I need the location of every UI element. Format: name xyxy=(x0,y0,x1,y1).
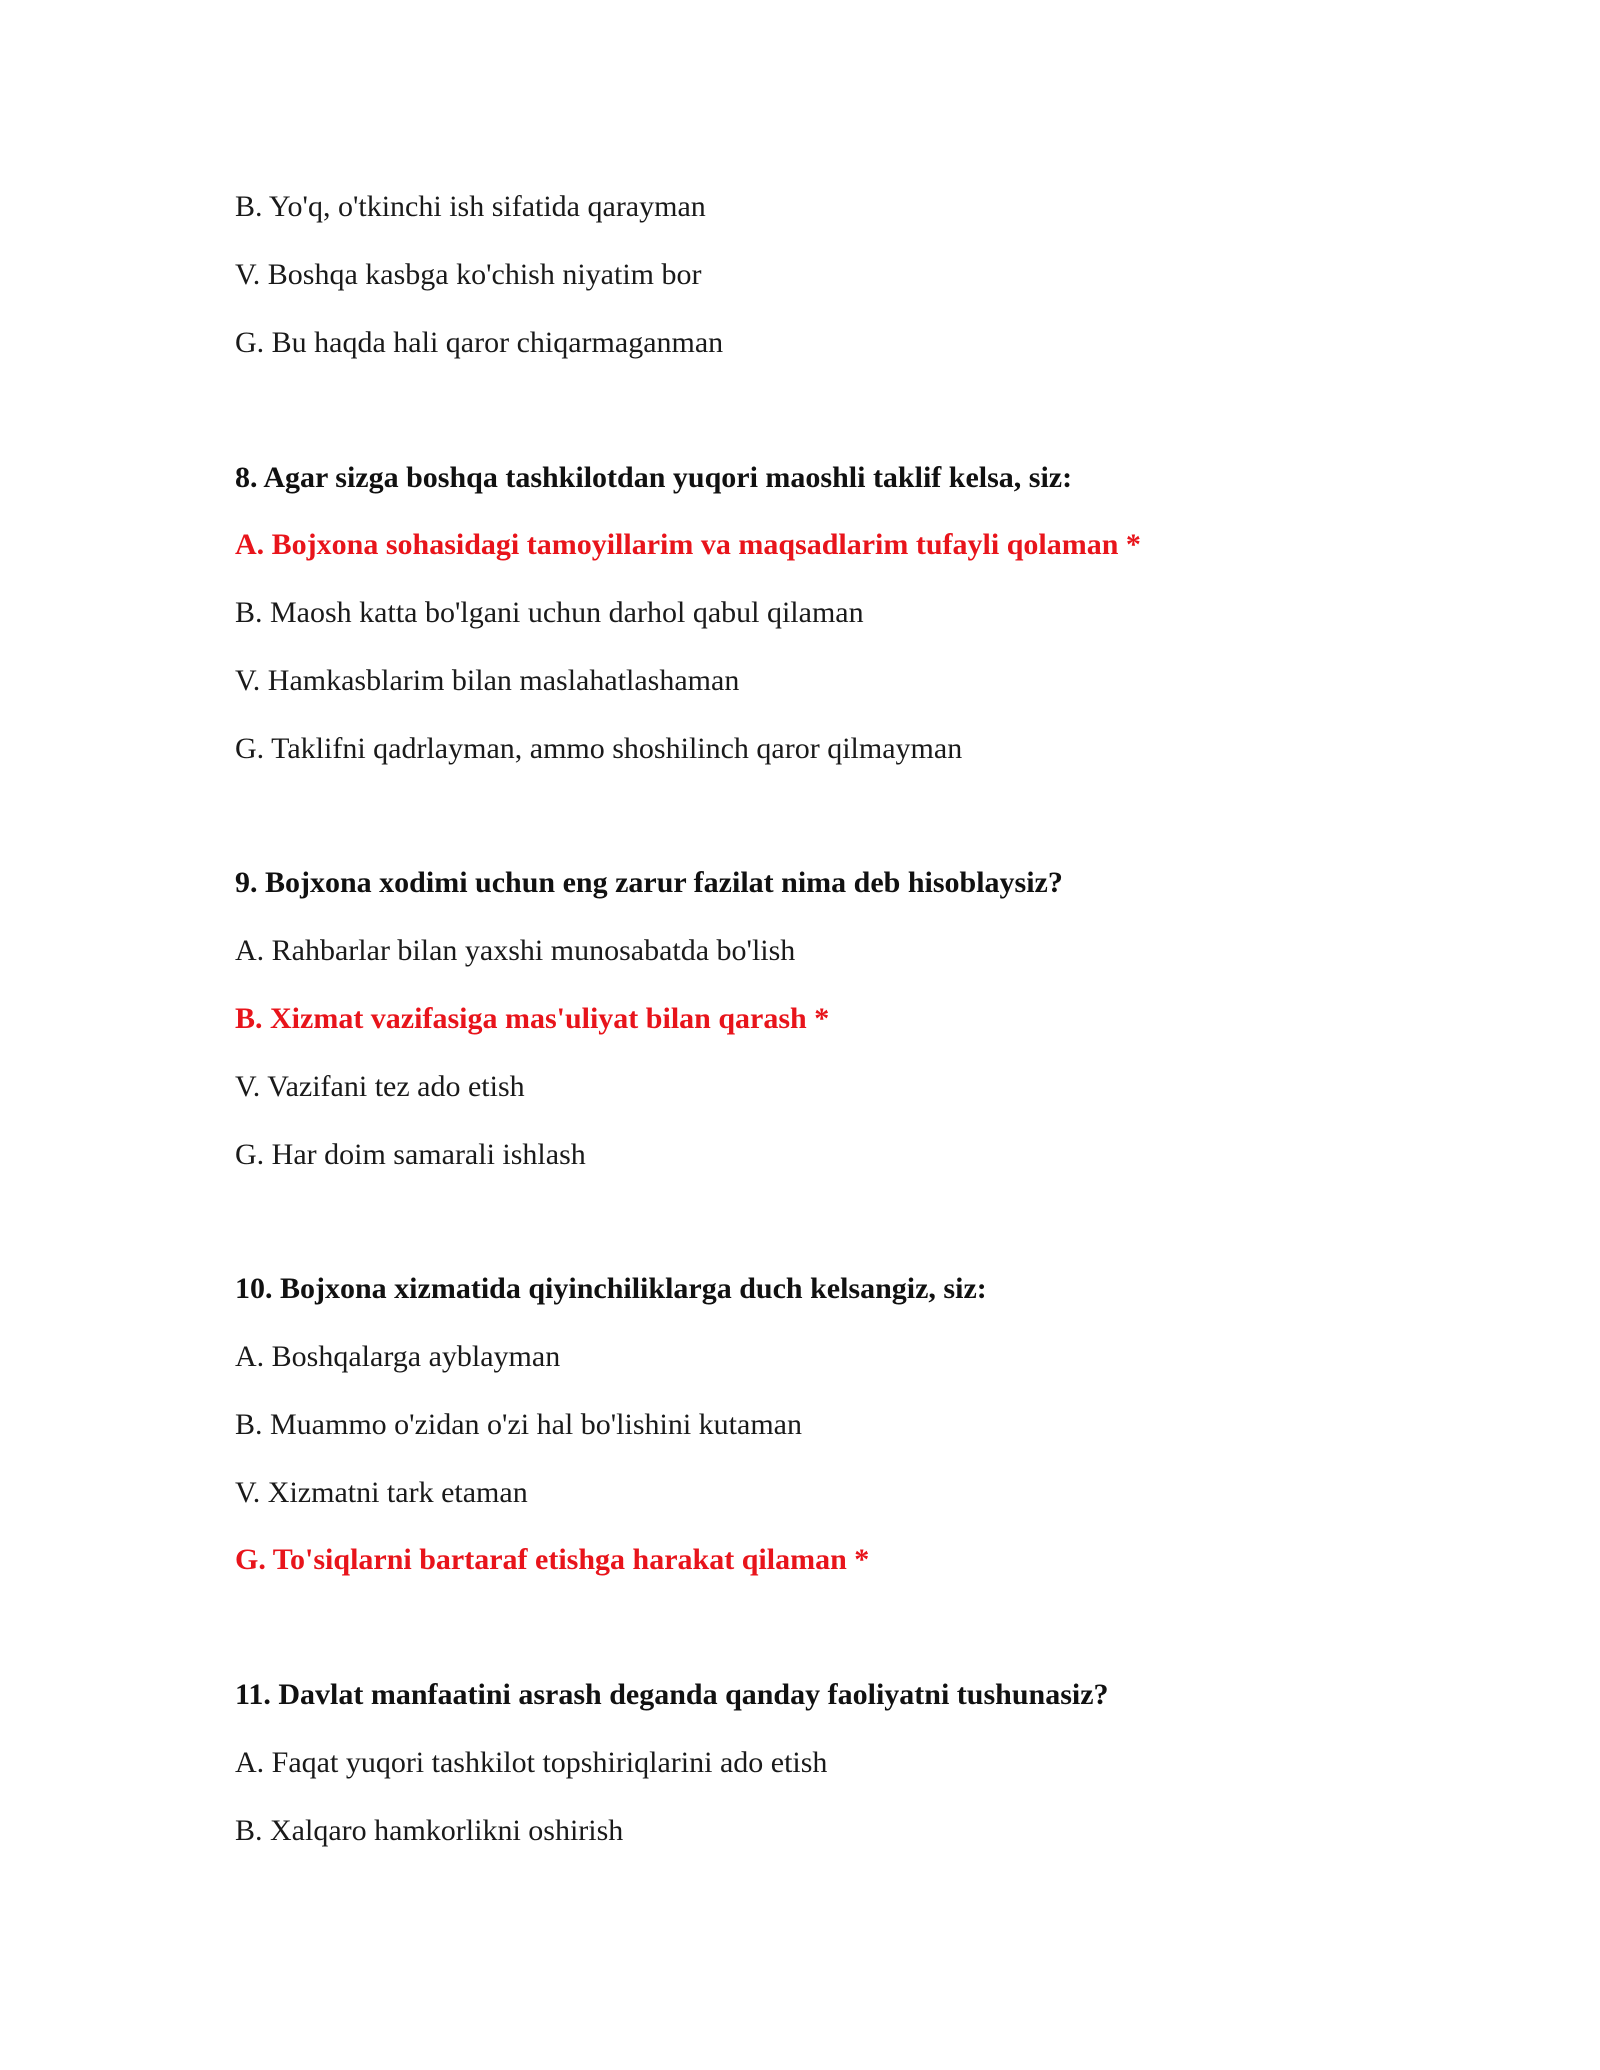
q8-option-v: V. Hamkasblarim bilan maslahatlashaman xyxy=(235,664,740,697)
q10-option-b: B. Muammo o'zidan o'zi hal bo'lishini kutaman xyxy=(235,1408,802,1441)
q10-option-g-correct: G. To'siqlarni bartaraf etishga harakat qilaman * xyxy=(235,1543,870,1576)
q9-option-b-correct: B. Xizmat vazifasiga mas'uliyat bilan qarash * xyxy=(235,1002,830,1035)
q10-option-a: A. Boshqalarga ayblayman xyxy=(235,1340,561,1373)
q9-option-a: A. Rahbarlar bilan yaxshi munosabatda bo'lish xyxy=(235,934,796,967)
q11-question: 11. Davlat manfaatini asrash deganda qanday faoliyatni tushunasiz? xyxy=(235,1678,1109,1711)
q8-option-g: G. Taklifni qadrlayman, ammo shoshilinch qaror qilmayman xyxy=(235,732,963,765)
q7-option-g: G. Bu haqda hali qaror chiqarmaganman xyxy=(235,326,724,359)
q11-option-b: B. Xalqaro hamkorlikni oshirish xyxy=(235,1814,624,1847)
q10-option-v: V. Xizmatni tark etaman xyxy=(235,1476,528,1509)
q9-question: 9. Bojxona xodimi uchun eng zarur fazilat nima deb hisoblaysiz? xyxy=(235,866,1063,899)
q9-option-v: V. Vazifani tez ado etish xyxy=(235,1070,525,1103)
q10-question: 10. Bojxona xizmatida qiyinchiliklarga duch kelsangiz, siz: xyxy=(235,1272,987,1305)
q8-question: 8. Agar sizga boshqa tashkilotdan yuqori maoshli taklif kelsa, siz: xyxy=(235,461,1073,494)
q9-option-g: G. Har doim samarali ishlash xyxy=(235,1138,586,1171)
q11-option-a: A. Faqat yuqori tashkilot topshiriqlarini ado etish xyxy=(235,1746,828,1779)
q8-option-a-correct: A. Bojxona sohasidagi tamoyillarim va maqsadlarim tufayli qolaman * xyxy=(235,528,1141,561)
q7-option-v: V. Boshqa kasbga ko'chish niyatim bor xyxy=(235,258,702,291)
q8-option-b: B. Maosh katta bo'lgani uchun darhol qabul qilaman xyxy=(235,596,864,629)
q7-option-b: B. Yo'q, o'tkinchi ish sifatida qarayman xyxy=(235,190,706,223)
